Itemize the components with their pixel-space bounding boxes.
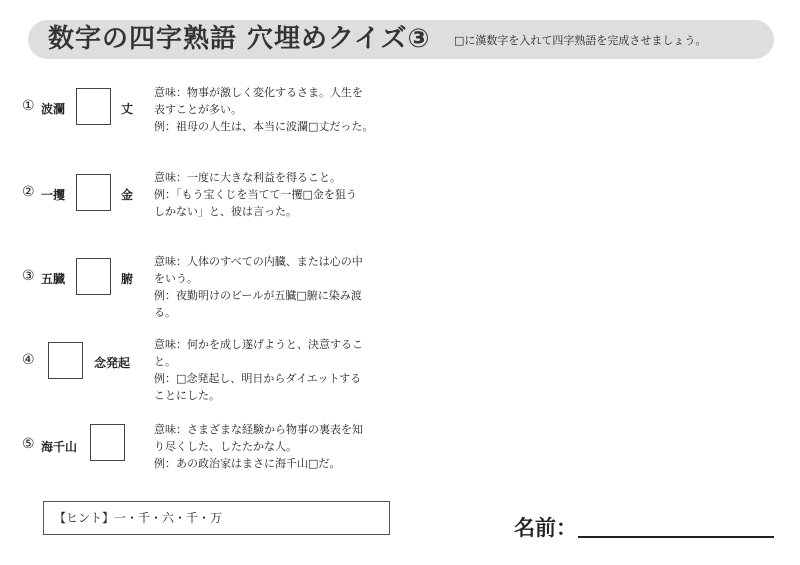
desc-line: 意味：人体のすべての内臓、または心の中 [154,255,363,268]
idiom-suffix: 丈 [121,102,134,116]
desc-line: 例：「もう宝くじを当てて一攫□金を狙う [154,188,357,201]
hint-box: 【ヒント】一・千・六・千・万 [43,501,390,535]
desc-line: 例：□念発起し、明日からダイエットする [154,372,362,385]
question-number: ② [22,184,35,200]
idiom-suffix: 金 [121,188,134,202]
desc-line: り尽くした、したたかな人。 [154,440,297,453]
question-number: ⑤ [22,436,35,452]
name-label: 名前： [514,516,577,540]
question-number: ③ [22,268,35,284]
question-description [154,253,394,321]
desc-line: ことにした。 [154,389,220,402]
question-number: ① [22,98,35,114]
idiom-suffix: 腑 [121,272,134,286]
desc-line: 例：あの政治家はまさに海千山□だ。 [154,457,341,470]
question-description [154,336,394,404]
idiom-prefix: 海千山 [41,440,78,454]
question-number: ④ [22,352,35,368]
desc-line: 意味：さまざまな経験から物事の裏表を知 [154,423,363,436]
desc-line: る。 [154,306,176,319]
desc-line: と。 [154,355,176,368]
desc-line: しかない」と、彼は言った。 [154,205,297,218]
instruction-text: □に漢数字を入れて四字熟語を完成させましょう。 [454,34,707,47]
desc-line: 意味：一度に大きな利益を得ること。 [154,171,341,184]
idiom-prefix: 一攫 [41,188,66,202]
question-description [154,169,394,220]
answer-box[interactable] [76,258,111,295]
idiom-prefix: 五臓 [41,272,66,286]
answer-box[interactable] [76,88,111,125]
idiom-prefix: 波瀾 [41,102,66,116]
desc-line: 例：夜勤明けのビールが五臓□腑に染み渡 [154,289,362,302]
desc-line: 意味：何かを成し遂げようと、決意するこ [154,338,363,351]
desc-line: 例：祖母の人生は、本当に波瀾□丈だった。 [154,120,374,133]
answer-box[interactable] [48,342,83,379]
name-field-line[interactable] [578,536,774,538]
question-description [154,84,394,135]
desc-line: をいう。 [154,272,198,285]
desc-line: 表すことが多い。 [154,103,242,116]
idiom-suffix: 念発起 [94,356,131,370]
question-description [154,421,394,472]
page-title: 数字の四字熟語 穴埋めクイズ③ [48,24,431,54]
desc-line: 意味：物事が激しく変化するさま。人生を [154,86,363,99]
answer-box[interactable] [90,424,125,461]
answer-box[interactable] [76,174,111,211]
title-banner [28,20,774,59]
